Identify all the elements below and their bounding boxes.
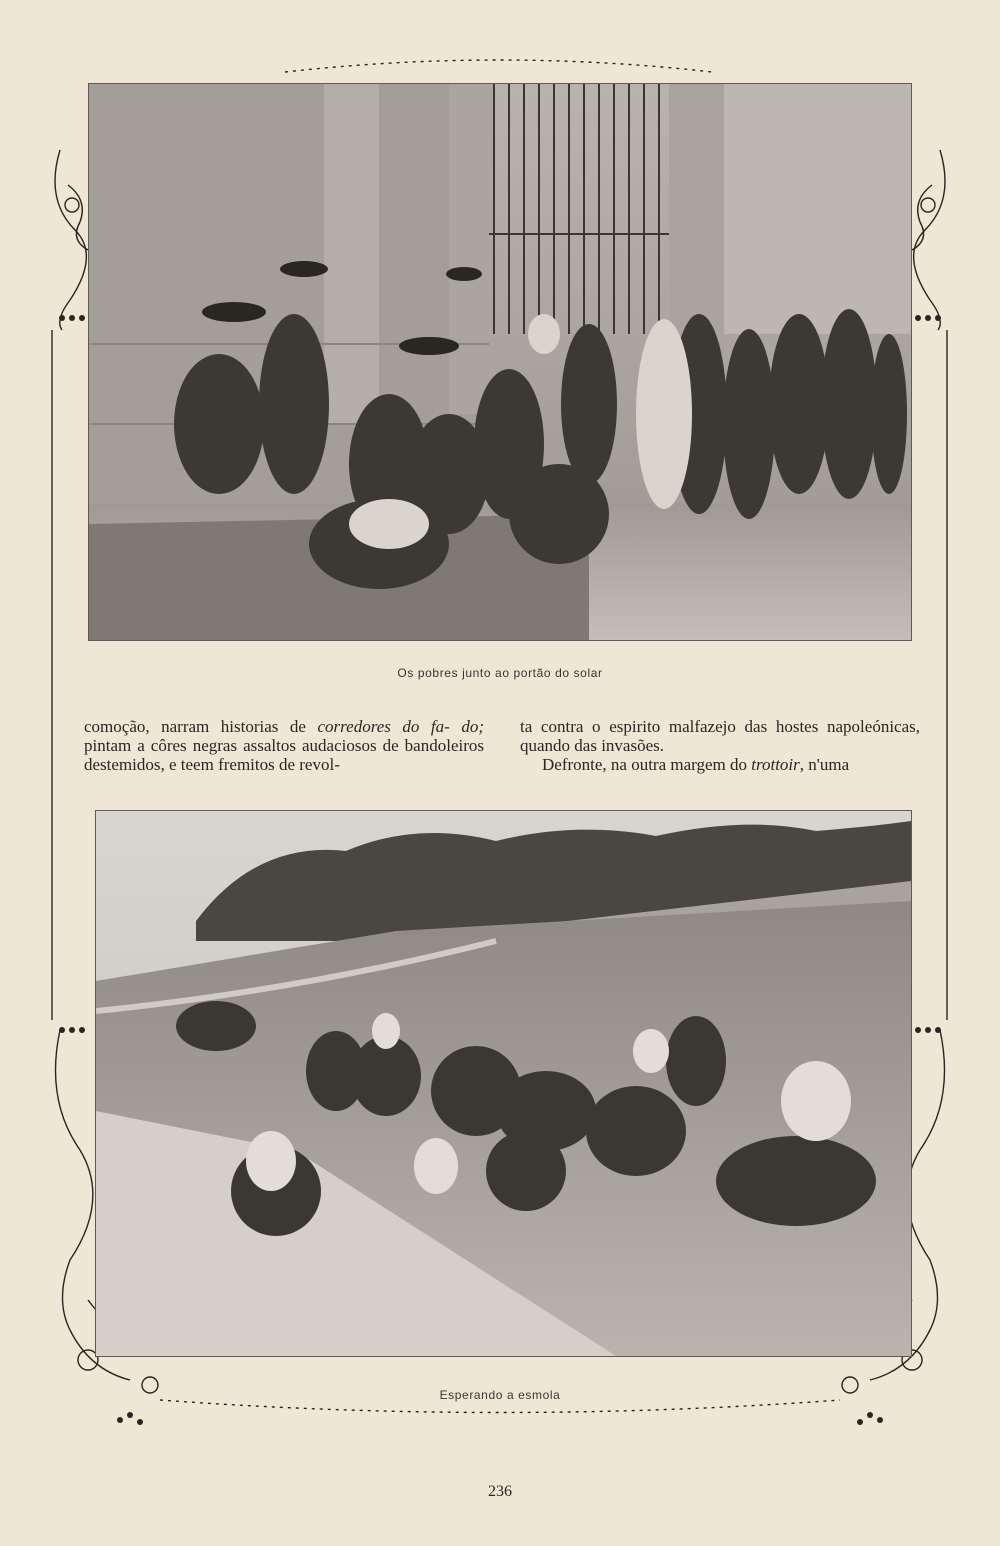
right-italic: trottoir	[751, 755, 800, 774]
left-italic-2: do;	[461, 717, 484, 736]
left-paragraph	[84, 717, 484, 774]
page-number: 236	[488, 1483, 512, 1500]
left-text-1: comoção, narram historias de	[84, 717, 318, 736]
photo1-caption: Os pobres junto ao portão do solar	[397, 666, 603, 680]
right-paragraph-1: ta contra o espirito malfazejo das hostes napoleónicas, quando das invasões.	[520, 717, 920, 755]
right-text-prefix: Defronte, na outra margem do	[542, 755, 752, 774]
photo-waiting-for-alms	[95, 810, 912, 1357]
text-column-left	[84, 717, 484, 774]
left-italic-1: corredores do fa-	[317, 717, 450, 736]
left-text-2: pintam a côres negras assaltos audaciosos de bandoleiros destemidos, e teem fremitos de revol-	[84, 736, 484, 774]
right-paragraph-2	[520, 755, 920, 774]
right-text-suffix: , n'uma	[799, 755, 850, 774]
text-column-right	[520, 717, 920, 774]
photo-poor-at-manor-gate	[88, 83, 912, 641]
photo2-caption: Esperando a esmola	[439, 1388, 561, 1402]
